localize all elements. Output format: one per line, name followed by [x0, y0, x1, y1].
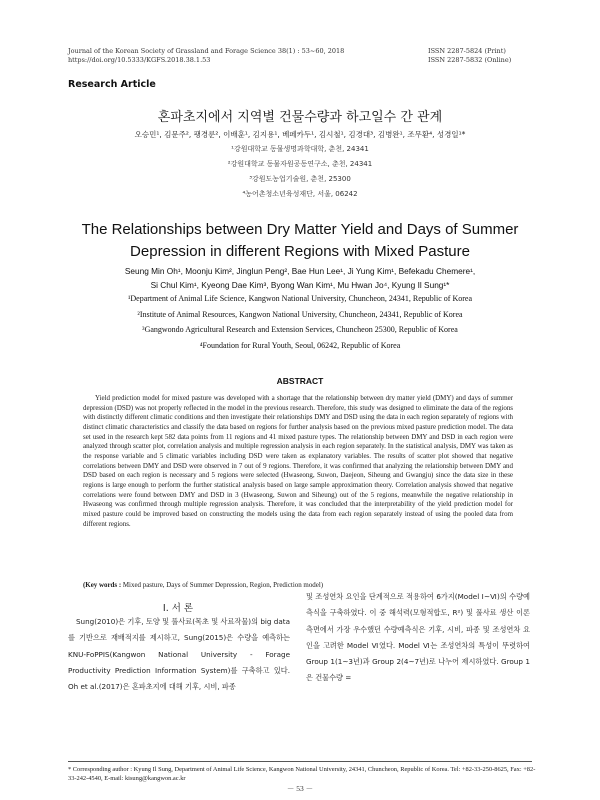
korean-affiliation-1: ¹강원대학교 동물생명과학대학, 춘천, 24341 [231, 145, 369, 153]
korean-affiliation-4: ⁴농어촌청소년육성재단, 서울, 06242 [242, 190, 358, 198]
english-affiliation-2: ²Institute of Animal Resources, Kangwon National University, Chuncheon, 24341, Republic of Korea [137, 310, 463, 319]
english-affiliation-1: ¹Department of Animal Life Science, Kangwon National University, Chuncheon, 24341, Republic of Korea [127, 294, 472, 303]
page-number: － 53 － [286, 784, 314, 793]
abstract-heading: ABSTRACT [276, 376, 324, 386]
english-title-line-2: Depression in different Regions with Mixed Pasture [130, 243, 470, 260]
journal-citation: Journal of the Korean Society of Grassland and Forage Science 38(1) : 53~60, 2018 [68, 47, 345, 55]
intro-right-column: 및 조성연차 요인을 단계적으로 적용하여 6가지(Model Ⅰ~Ⅵ)의 수량예측식을 구축하였다. 이 중 해석력(모형적합도, R²) 및 풀사료 생산 이론 측면에서 가장 우수했던 수량예측식은 기후, 시비, 파종 및 조성연차 요인을 고려한 Model Ⅵ였다. Model Ⅵ는 조성연차의 특성이 뚜렷하여 Group 1(1~3년)과 Group 2(4~7년)로 나누어 제시하였다. Group 1은 건물수량 = [306, 592, 530, 683]
section-heading: Ⅰ. 서 론 [162, 603, 194, 614]
corresponding-author-footnote: * Corresponding author : Kyung Il Sung, Department of Animal Life Science, Kangwon National University, 24341, Chuncheon, Republic of Korea. Tel: +82-33-250-8625, Fax: +82-33-242-4540, E-mail: kisung@kangwon.ac.kr [68, 766, 536, 782]
korean-authors: 오승민¹, 김문주², 팽경룬², 이배훈¹, 김지용¹, 베페카두¹, 김시철¹, 김경대³, 김병완¹, 조무환⁴, 성경일¹* [134, 130, 466, 139]
intro-left-column: Sung(2010)은 기후, 토양 및 풀사료(목초 및 사료작물)의 big data를 기반으로 재배적지를 제시하고, Sung(2015)은 수량을 예측하는 KNU-FoPPIS(Kangwon National University - Forage Productivity Prediction Information System)를 구축하고 있다. Oh et al.(2017)은 혼파초지에 대해 기후, 시비, 파종 [68, 617, 290, 692]
footnote-divider [68, 761, 532, 762]
doi-link[interactable]: https://doi.org/10.5333/KGFS.2018.38.1.53 [68, 56, 211, 64]
english-title-line-1: The Relationships between Dry Matter Yield and Days of Summer [81, 221, 519, 238]
issn-online: ISSN 2287-5832 (Online) [428, 56, 512, 64]
issn-block [428, 47, 511, 65]
english-affiliation-4: ⁴Foundation for Rural Youth, Seoul, 06242, Republic of Korea [199, 341, 401, 350]
english-affiliation-3: ³Gangwondo Agricultural Research and Extension Services, Chuncheon 25300, Republic of Korea [142, 325, 458, 334]
english-authors-line-1: Seung Min Oh¹, Moonju Kim², Jinglun Peng², Bae Hun Lee¹, Ji Yung Kim¹, Befekadu Chemere¹, [124, 266, 476, 276]
keywords [83, 581, 513, 589]
english-title [0, 219, 600, 263]
keywords-text: Mixed pasture, Days of Summer Depression, Region, Prediction model) [122, 581, 324, 589]
korean-affiliation-3: ³강원도농업기술원, 춘천, 25300 [249, 175, 351, 183]
abstract-text: Yield prediction model for mixed pasture was developed with a shortage that the relationship between dry matter yield (DMY) and days of summer depression (DSD) was not properly reflected in the model in the previous research. Therefore, this study was designed to eliminate the data of the regions with distinctly different climatic conditions and then investigate their relationships DMY and DSD using the data in each region separately of regions with distinct climatic characteristics and classify the data based on regions for further analysis based on the previous mixed pasture prediction model. The data set used in the research kept 582 data points from 11 regions and 41 mixed pasture types. The relationship between DMY and DSD in each region were analyzed through scatter plot, correlation analysis and multiple regression analysis in each region separately. In the statistical analysis, DMY was taken as the response variable and 5 climatic variables including DSD were taken as explanatory variables. The results of scatter plot showed that negative correlations between DMY and DSD were observed in 7 out of 9 regions. Therefore, it was confirmed that analyzing the relationship between DMY and DSD based on each region is necessary and 5 regions were selected (Hwaseong, Suwon, Daejeon, Siheung and Gwangju) since the data size in these regions is large enough to perform the further statistical analysis based on large sample approximation theory. Correlation analysis showed that negative correlations were found between DMY and DSD in 3 (Hwaseong, Suwon and Siheung) out of the 5 regions, meanwhile the negative relationship in Hwaseong was confirmed through multiple regression analysis. Therefore, it was concluded that the interpretability of the yield prediction model for mixed pasture could be improved based on constructing the models using the data from each region separately instead of using the pooled data from different regions. [83, 394, 513, 528]
english-authors [0, 264, 600, 292]
article-type: Research Article [68, 79, 156, 90]
english-authors-line-2: Si Chul Kim¹, Kyeong Dae Kim³, Byong Wan Kim¹, Mu Hwan Jo⁴, Kyung Il Sung¹* [150, 280, 450, 290]
korean-affiliation-2: ²강원대학교 동물자원공동연구소, 춘천, 24341 [227, 160, 373, 168]
issn-print: ISSN 2287-5824 (Print) [428, 47, 506, 55]
korean-title: 혼파초지에서 지역별 건물수량과 하고일수 간 관계 [157, 110, 443, 125]
keywords-label: (Key words : [83, 581, 122, 589]
journal-header [68, 47, 344, 65]
